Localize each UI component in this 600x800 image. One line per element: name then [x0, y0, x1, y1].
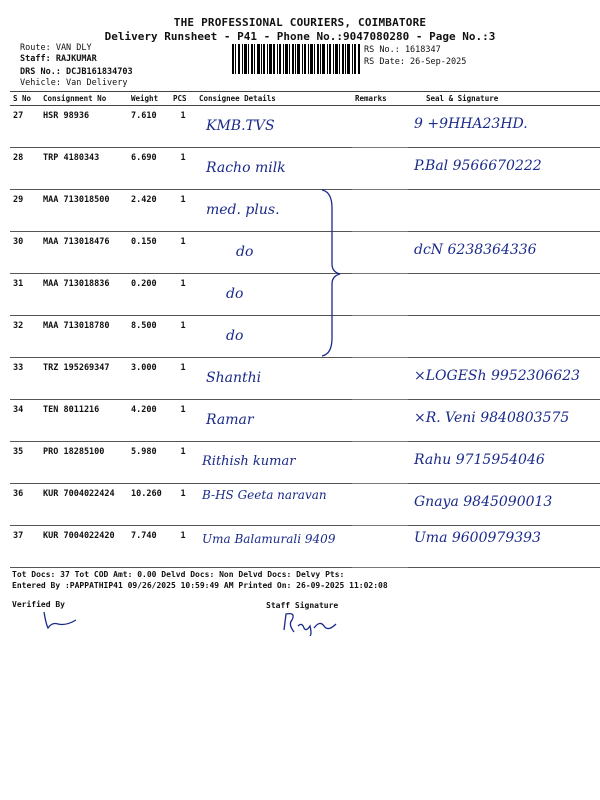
- seal-handwriting: Rahu 9715954046: [414, 452, 545, 468]
- cell-consignee: [196, 484, 352, 526]
- table-row: [10, 148, 600, 190]
- cell-pcs: 1: [170, 190, 196, 232]
- table-row: [10, 484, 600, 526]
- cell-sno: 37: [10, 526, 40, 568]
- table-row: [10, 400, 600, 442]
- cell-consignment: MAA 713018500: [40, 190, 128, 232]
- cell-pcs: 1: [170, 526, 196, 568]
- cell-consignment: TRZ 195269347: [40, 358, 128, 400]
- seal-handwriting: Gnaya 9845090013: [414, 494, 553, 510]
- cell-remarks: [352, 232, 408, 274]
- cell-remarks: [352, 274, 408, 316]
- cell-sno: 32: [10, 316, 40, 358]
- cell-consignee: [196, 400, 352, 442]
- cell-consignment: MAA 713018836: [40, 274, 128, 316]
- seal-handwriting: 9 +9HHA23HD.: [414, 116, 528, 132]
- table-row: [10, 190, 600, 232]
- cell-weight: 0.200: [128, 274, 170, 316]
- cell-weight: 4.200: [128, 400, 170, 442]
- cell-remarks: [352, 442, 408, 484]
- cell-seal: [408, 190, 600, 232]
- col-pcs: PCS: [170, 92, 196, 106]
- route-label: Route: VAN DLY: [20, 43, 92, 53]
- col-sno: S No: [10, 92, 40, 106]
- staff-signature-label: Staff Signature: [266, 601, 339, 610]
- table-row: [10, 442, 600, 484]
- cell-consignment: TRP 4180343: [40, 148, 128, 190]
- cell-weight: 5.980: [128, 442, 170, 484]
- verifier-signature: [40, 608, 80, 632]
- col-remarks: Remarks: [352, 92, 408, 106]
- col-consignment: Consignment No: [40, 92, 128, 106]
- cell-sno: 31: [10, 274, 40, 316]
- rs-number: RS No.: 1618347: [364, 45, 441, 55]
- cell-remarks: [352, 358, 408, 400]
- col-seal: Seal & Signature: [408, 92, 600, 106]
- cell-remarks: [352, 484, 408, 526]
- cell-consignment: MAA 713018780: [40, 316, 128, 358]
- cell-sno: 33: [10, 358, 40, 400]
- cell-seal: [408, 106, 600, 148]
- cell-remarks: [352, 526, 408, 568]
- cell-consignment: MAA 713018476: [40, 232, 128, 274]
- cell-pcs: 1: [170, 400, 196, 442]
- seal-handwriting: Uma 9600979393: [414, 530, 541, 546]
- cell-sno: 27: [10, 106, 40, 148]
- cell-pcs: 1: [170, 106, 196, 148]
- consignee-handwriting: do: [236, 244, 254, 260]
- cell-consignment: PRO 18285100: [40, 442, 128, 484]
- cell-seal: [408, 148, 600, 190]
- cell-weight: 10.260: [128, 484, 170, 526]
- consignee-handwriting: Uma Balamurali 9409: [202, 532, 336, 546]
- cell-sno: 36: [10, 484, 40, 526]
- cell-consignee: [196, 106, 352, 148]
- seal-handwriting: ×R. Veni 9840803575: [414, 410, 570, 426]
- runsheet-subtitle: Delivery Runsheet - P41 - Phone No.:9047080280 - Page No.:3: [104, 30, 496, 43]
- runsheet-table: [10, 91, 600, 568]
- cell-sno: 30: [10, 232, 40, 274]
- cell-pcs: 1: [170, 442, 196, 484]
- ditto-bracket: [318, 188, 348, 358]
- company-title: THE PROFESSIONAL COURIERS, COIMBATORE: [173, 16, 427, 29]
- consignee-handwriting: Racho milk: [206, 160, 286, 176]
- cell-seal: [408, 232, 600, 274]
- rs-date: RS Date: 26-Sep-2025: [364, 57, 467, 67]
- consignee-handwriting: do: [226, 328, 244, 344]
- cell-seal: [408, 442, 600, 484]
- table-row: [10, 316, 600, 358]
- table-row: [10, 526, 600, 568]
- table-row: [10, 358, 600, 400]
- cell-remarks: [352, 316, 408, 358]
- cell-seal: [408, 358, 600, 400]
- cell-consignment: TEN 8011216: [40, 400, 128, 442]
- consignee-handwriting: Rithish kumar: [202, 454, 296, 469]
- cell-sno: 34: [10, 400, 40, 442]
- seal-handwriting: ×LOGESh 9952306623: [414, 368, 581, 384]
- cell-seal: [408, 316, 600, 358]
- cell-weight: 0.150: [128, 232, 170, 274]
- cell-sno: 29: [10, 190, 40, 232]
- cell-sno: 28: [10, 148, 40, 190]
- cell-consignee: [196, 148, 352, 190]
- vehicle-label: Vehicle: Van Delivery: [20, 78, 128, 88]
- cell-pcs: 1: [170, 232, 196, 274]
- footer-totals: Tot Docs: 37 Tot COD Amt: 0.00 Delvd Docs: Non Delvd Docs: Delvy Pts:: [12, 570, 345, 579]
- consignee-handwriting: Shanthi: [206, 370, 262, 386]
- table-header-row: [10, 92, 600, 106]
- cell-remarks: [352, 106, 408, 148]
- cell-consignee: [196, 442, 352, 484]
- cell-consignee: [196, 526, 352, 568]
- cell-pcs: 1: [170, 148, 196, 190]
- consignee-handwriting: do: [226, 286, 244, 302]
- col-consignee: Consignee Details: [196, 92, 352, 106]
- staff-label: Staff: RAJKUMAR: [20, 54, 97, 64]
- cell-remarks: [352, 400, 408, 442]
- drs-label: DRS No.: DCJB161834703: [20, 67, 133, 77]
- footer-entered: Entered By :PAPPATHIP41 09/26/2025 10:59:49 AM Printed On: 26-09-2025 11:02:08: [12, 581, 388, 590]
- table-row: [10, 274, 600, 316]
- cell-weight: 2.420: [128, 190, 170, 232]
- cell-seal: [408, 484, 600, 526]
- cell-seal: [408, 400, 600, 442]
- cell-pcs: 1: [170, 484, 196, 526]
- consignee-handwriting: med. plus.: [206, 202, 280, 218]
- cell-remarks: [352, 190, 408, 232]
- cell-weight: 3.000: [128, 358, 170, 400]
- cell-weight: 7.610: [128, 106, 170, 148]
- cell-consignment: KUR 7004022420: [40, 526, 128, 568]
- cell-consignment: KUR 7004022424: [40, 484, 128, 526]
- cell-pcs: 1: [170, 274, 196, 316]
- consignee-handwriting: Ramar: [206, 412, 254, 428]
- table-row: [10, 232, 600, 274]
- verified-by-label: Verified By: [12, 600, 65, 609]
- cell-seal: [408, 274, 600, 316]
- cell-remarks: [352, 148, 408, 190]
- cell-seal: [408, 526, 600, 568]
- cell-sno: 35: [10, 442, 40, 484]
- cell-weight: 7.740: [128, 526, 170, 568]
- seal-handwriting: dcN 6238364336: [414, 242, 537, 258]
- cell-consignment: HSR 98936: [40, 106, 128, 148]
- consignee-handwriting: B-HS Geeta naravan: [202, 488, 327, 502]
- consignee-handwriting: KMB.TVS: [206, 118, 275, 134]
- barcode: [232, 44, 360, 74]
- cell-pcs: 1: [170, 316, 196, 358]
- cell-weight: 8.500: [128, 316, 170, 358]
- seal-handwriting: P.Bal 9566670222: [414, 158, 542, 174]
- staff-signature: [280, 610, 340, 636]
- col-weight: Weight: [128, 92, 170, 106]
- table-row: [10, 106, 600, 148]
- cell-pcs: 1: [170, 358, 196, 400]
- cell-weight: 6.690: [128, 148, 170, 190]
- cell-consignee: [196, 358, 352, 400]
